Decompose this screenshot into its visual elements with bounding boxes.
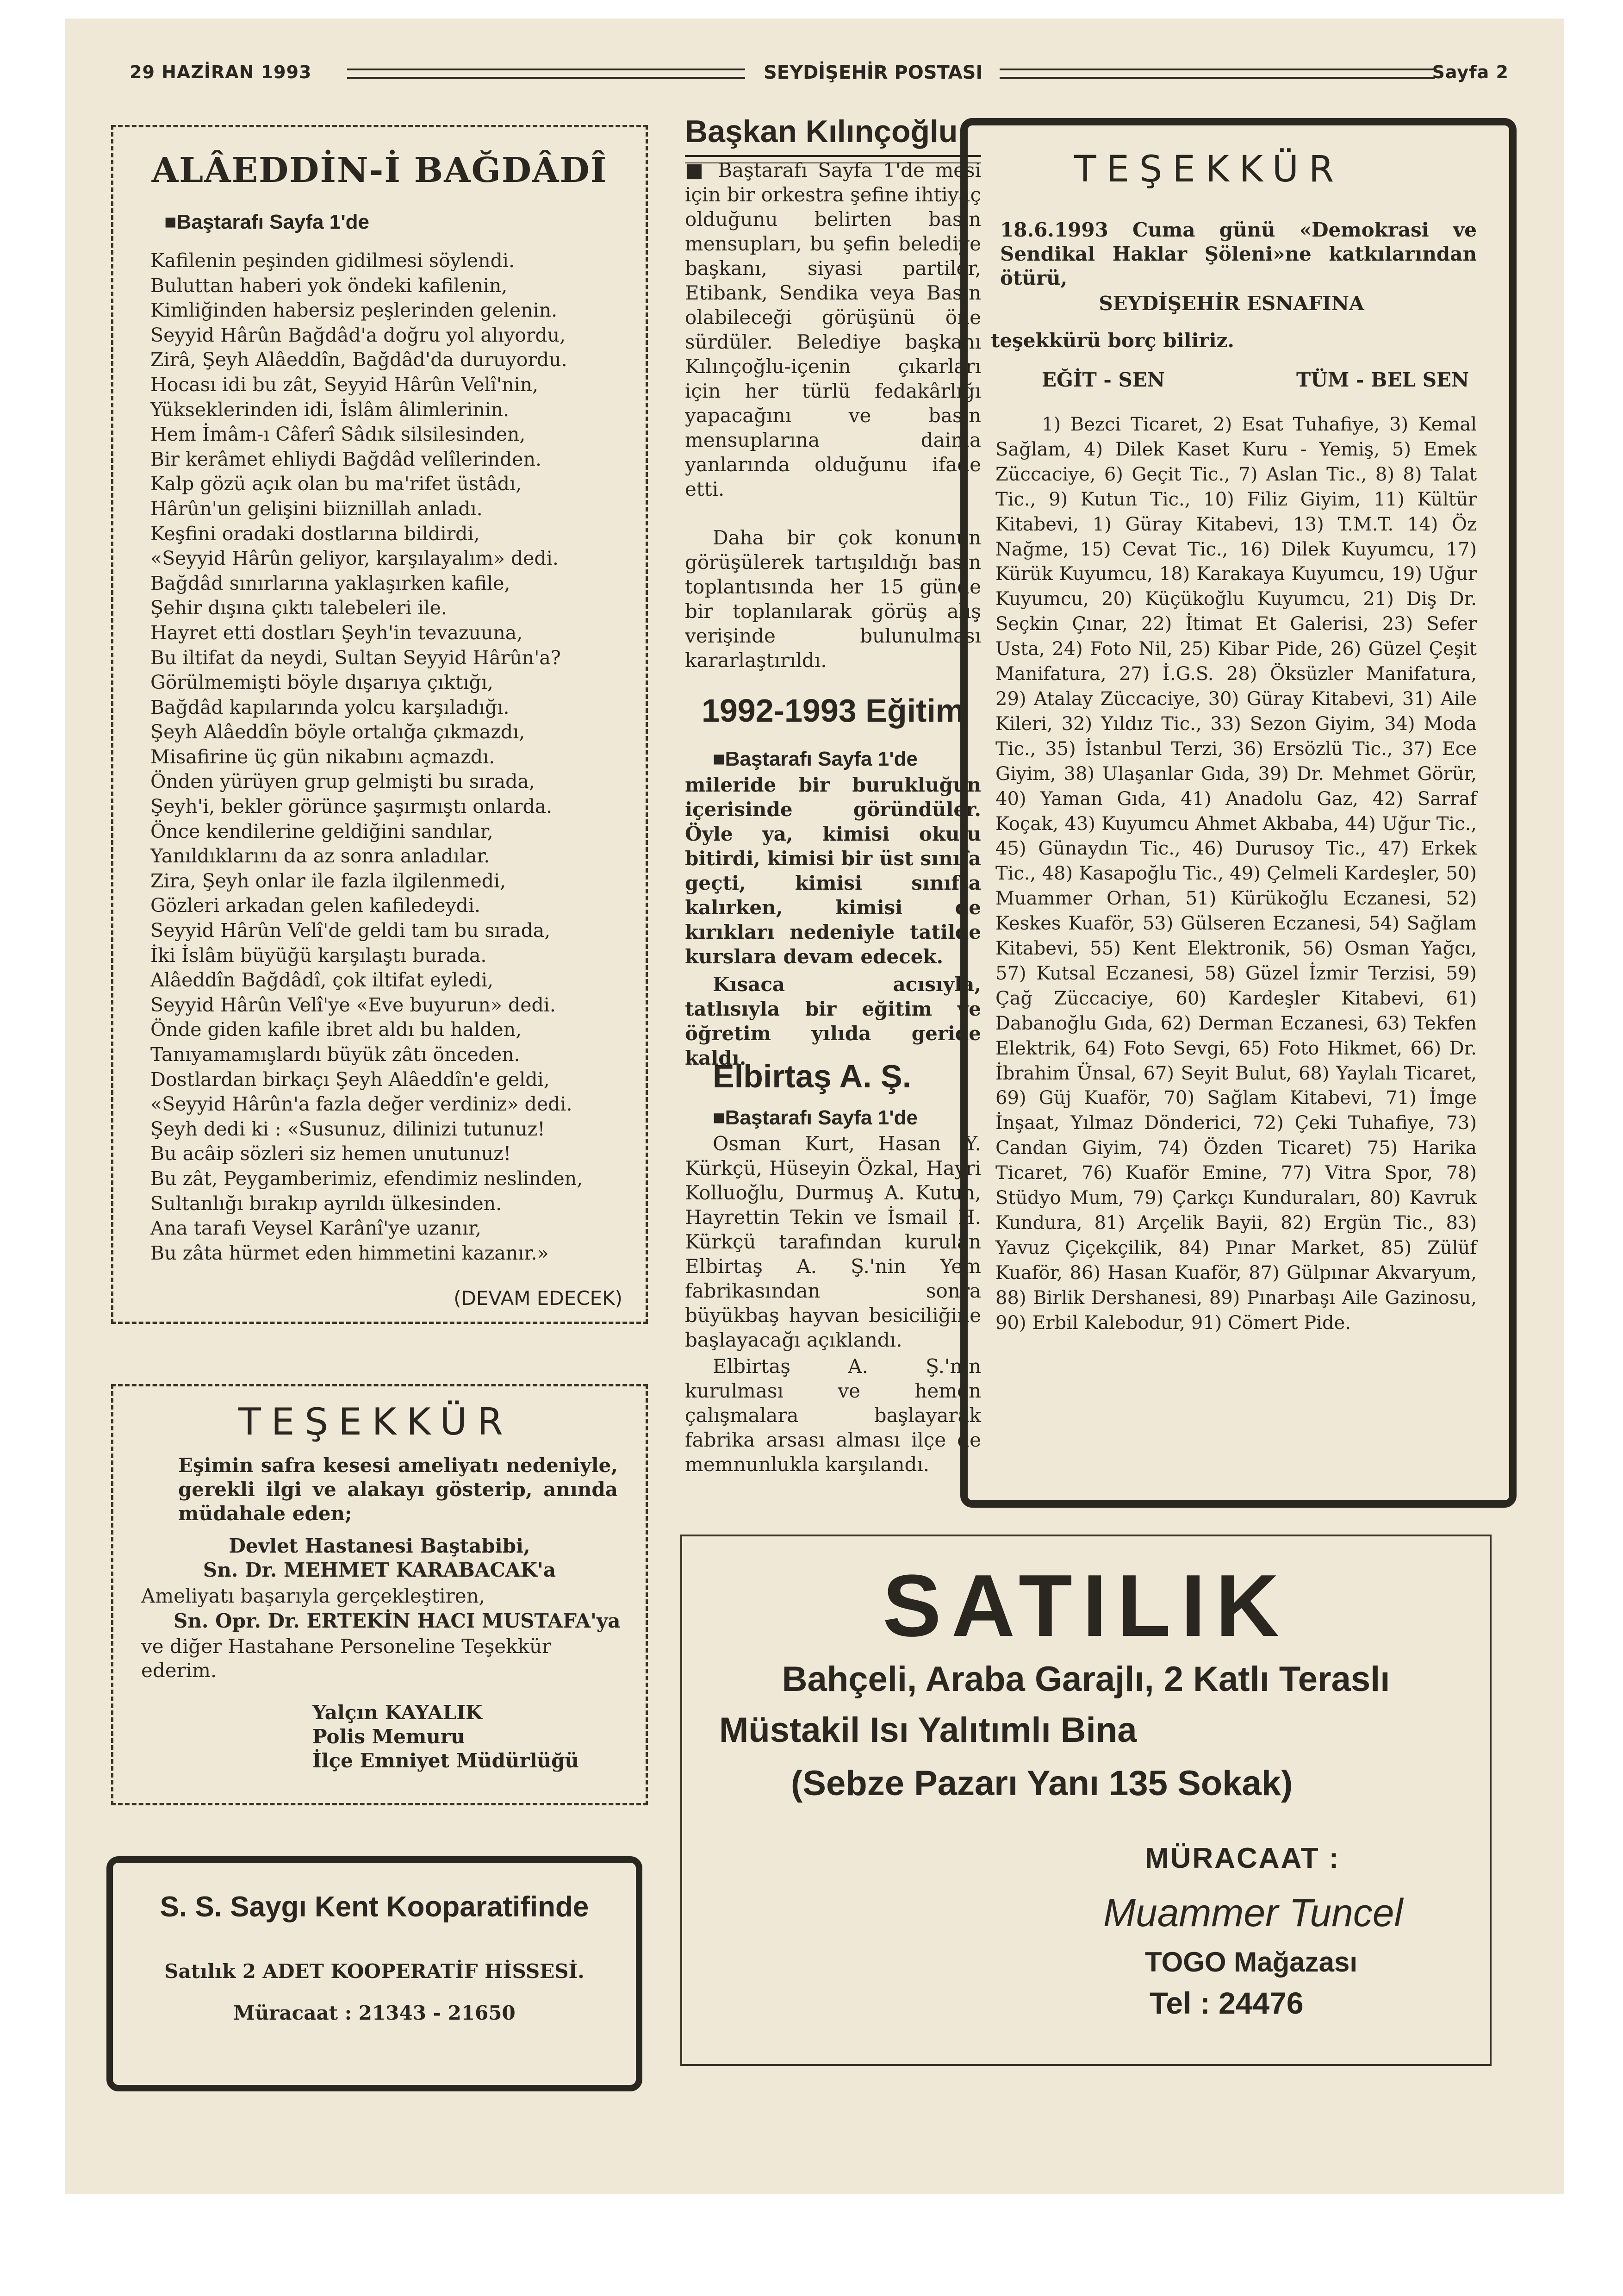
poem-line: Kalp gözü açık olan bu ma'rifet üstâdı, (150, 473, 522, 495)
masthead-rule-left (347, 69, 745, 79)
supporters-list: 1) Bezci Ticaret, 2) Esat Tuhafiye, 3) Kemal Sağlam, 4) Dilek Kaset Kuru - Yemiş, 5) Emek Züccaciye, 6) Geçit Tic., 7) Aslan Tic., 8) 8) Talat Tic., 9) Kutun Tic., 10) Filiz Giyim, 11) Kültür Kitabevi, 1) Güray Kitabevi, 13) T.M.T. 14) Öz Nağme, 15) Cevat Tic., 16) Dilek Kuyumcu, 17) Kürük Kuyumcu, 18) Karakaya Kuyumcu, 19) Uğur Kuyumcu, 20) Küçükoğlu Kuyumcu, 21) Diş Dr. Seçkin Çınar, 22) İtimat Et Galerisi, 23) Sefer Usta, 24) Foto Nil, 25) Kibar Pide, 26) Güzel Çeşit Manifatura, 27) İ.G.S. 28) Öksüzler Manifatura, 29) Atalay Züccaciye, 30) Güray Kitabevi, 31) Aile Kileri, 32) Yıldız Tic., 33) Sezon Giyim, 34) Moda Tic., 35) İstanbul Terzi, 36) Ersözlü Tic., 37) Ece Giyim, 38) Ulaşanlar Gıda, 39) Dr. Mehmet Görür, 40) Yaman Gıda, 41) Anadolu Gaz, 42) Sarraf Koçak, 43) Kuyumcu Ahmet Akbaba, 44) Uğur Tic., 45) Günaydın Tic., 46) Durusoy Tic., 47) Erkek Tic., 48) Kasapoğlu Tic., 49) Çelmeli Kardeşler, 50) Muammer Orhan, 51) Kürükoğlu Eczanesi, 52) Keskes Kuaför, 53) Gülseren Eczanesi, 54) Sağlam Kitabevi, 55) Kent Elektronik, 56) Osman Yağcı, 57) Kutsal Eczanesi, 58) Güzel İzmir Terzisi, 59) Çağ Züccaciye, 60) Kardeşler Kitabevi, 61) Dabanoğlu Gıda, 62) Derman Eczanesi, 63) Tekfen Elektrik, 64) Foto Sevgi, 65) Foto Hikmet, 66) Dr. İbrahim Ünsal, 67) Seyit Bulut, 68) Yaylalı Ticaret, 69) Güj Kuaför, 70) Sağlam Kitabevi, 71) İmge İnşaat, Yılmaz Dönderici, 72) Çeki Tuhafiye, 73) Candan Giyim, 74) Özden Ticaret) 75) Harika Ticaret, 76) Kuaför Emine, 77) Vitra Spor, 78) Stüdyo Mum, 79) Çarkçı Kunduraları, 80) Kavruk Kundura, 81) Arçelik Bayii, 82) Ergün Tic., 83) Yavuz Çiçekçilik, 84) Pınar Market, 85) Zülüf Kuaför, 86) Hasan Kuaför, 87) Gülpınar Akvaryum, 88) Birlik Dershanesi, 89) Pınarbaşı Aile Gazinosu, 90) Erbil Kalebodur, 91) Cömert Pide. (995, 414, 1477, 1334)
poem-line: Görülmemişti böyle dışarıya çıktığı, (150, 671, 493, 694)
thanks-left-sig2: Polis Memuru (312, 1725, 465, 1748)
muracaat-label: MÜRACAAT : (1145, 1842, 1340, 1874)
coop-line2: Müracaat : 21343 - 21650 (233, 2002, 516, 2024)
poem-line: Hayret etti dostları Şeyh'in tevazuuna, (150, 621, 523, 644)
baskan-title: Başkan Kılınçoğlu (685, 114, 958, 149)
coop-line1: Satılık 2 ADET KOOPERATİF HİSSESİ. (164, 1960, 585, 1983)
poem-line: Buluttan haberi yok öndeki kafilenin, (150, 274, 508, 297)
poem-line: Zira, Şeyh onlar ile fazla ilgilenmedi, (150, 869, 506, 892)
poem-line: Şeyh'i, bekler görünce şaşırmıştı onlarda. (150, 795, 553, 818)
thanks-right (960, 118, 1517, 1508)
thanks-left-line1: Devlet Hastanesi Baştabibi, (229, 1535, 530, 1557)
poem-line: Şeyh Alâeddîn böyle ortalığa çıkmazdı, (150, 721, 525, 743)
poem-line: «Seyyid Hârûn'a fazla değer verdiniz» dedi. (150, 1093, 572, 1116)
poem-line: Önden yürüyen grup gelmişti bu sırada, (150, 770, 535, 793)
alaeddin-continued: ■Baştarafı Sayfa 1'de (164, 211, 370, 233)
union-tum-bel-sen: TÜM - BEL SEN (1296, 368, 1469, 391)
poem-line: Bir kerâmet ehliydi Bağdâd velîlerinden. (150, 448, 542, 470)
alaeddin-poem (150, 249, 583, 1266)
poem-line: Hem İmâm-ı Câferî Sâdık silsilesinden, (150, 423, 526, 446)
poem-line: Bu zâta hürmet eden himmetini kazanır.» (150, 1242, 549, 1264)
elbirtas-title: Elbirtaş A. Ş. (713, 1058, 912, 1094)
poem-line: Bu acâip sözleri siz hemen unutunuz! (150, 1142, 511, 1165)
thanks-right-esnaf: SEYDİŞEHİR ESNAFINA (1099, 292, 1364, 315)
thanks-left-intro: Eşimin safra kesesi ameliyatı nedeniyle, gerekli ilgi ve alakayı gösterip, anında müdahale eden; (178, 1454, 618, 1525)
page-number: Sayfa 2 (1432, 62, 1509, 82)
poem-line: Sultanlığı bırakıp ayrıldı ülkesinden. (150, 1192, 502, 1215)
thanks-left-title: TEŞEKKÜR (238, 1400, 513, 1443)
elbirtas-body: Osman Kurt, Hasan Y. Kürkçü, Hüseyin Özkal, Hayri Kolluoğlu, Durmuş A. Kutun, Hayrettin Tekin ve İsmail H. Kürkçü tarafından kurulan Elbirtaş A. Ş.'nin Yem fabrikasından sonra büyükbaş hayvan besiciliğine başlayacağı açıklandı. (685, 1132, 981, 1351)
poem-line: Şehir dışına çıktı talebeleri ile. (150, 597, 447, 619)
poem-line: Gözleri arkadan gelen kafiledeydi. (150, 894, 481, 917)
thanks-left (111, 1384, 648, 1805)
satilik-ad (680, 1535, 1492, 2066)
baskan-body: ■ Baştarafı Sayfa 1'de mesi için bir orkestra şefine ihtiyaç olduğunu belirten basın mensupları, bu şefin belediye başkanı, siyasi partiler, Etibank, Sendika veya Basın olabileceği görüşünü öne sürdüler. Belediye başkanı Kılınçoğlu-içenin çıkarları için her türlü fedakârlığı yapacağını ve basın mensuplarına daima yanlarında olduğunu ifade etti. (685, 159, 981, 500)
poem-line: Seyyid Hârûn Velî'ye «Eve buyurun» dedi. (150, 993, 556, 1016)
poem-line: Yanıldıklarını da az sonra anladılar. (150, 845, 490, 867)
alaeddin-article (111, 125, 648, 1324)
poem-line: Kafilenin peşinden gidilmesi söylendi. (150, 250, 515, 272)
alaeddin-footer: (DEVAM EDECEK) (454, 1287, 622, 1310)
poem-line: Hocası idi bu zât, Seyyid Hârûn Velî'nin, (150, 373, 539, 396)
thanks-left-sig1: Yalçın KAYALIK (312, 1701, 483, 1724)
poem-line: Seyyid Hârûn Velî'de geldi tam bu sırada, (150, 919, 551, 942)
poem-line: Kimliğinden habersiz peşlerinden gelenin. (150, 299, 558, 322)
thanks-left-line3: Ameliyatı başarıyla gerçekleştiren, (141, 1585, 485, 1607)
thanks-left-sig3: İlçe Emniyet Müdürlüğü (312, 1749, 579, 1772)
elbirtas-body2: Elbirtaş A. Ş.'nin kurulması ve hemen çalışmalara başlayarak fabrika arsası alması ilçe de memnunlukla karşılandı. (685, 1355, 981, 1476)
contact-phone: Tel : 24476 (1150, 1986, 1304, 2020)
thanks-right-title: TEŞEKKÜR (1074, 149, 1344, 190)
alaeddin-title: ALÂEDDİN-İ BAĞDÂDÎ (151, 150, 608, 190)
contact-name: Muammer Tuncel (1103, 1891, 1403, 1934)
poem-line: Şeyh dedi ki : «Susunuz, dilinizi tutunuz! (150, 1117, 545, 1140)
satilik-line3: (Sebze Pazarı Yanı 135 Sokak) (791, 1764, 1293, 1803)
thanks-right-borc: teşekkürü borç biliriz. (991, 329, 1235, 352)
poem-line: Tanıyamamışlardı büyük zâtı önceden. (150, 1043, 520, 1066)
poem-line: Alâeddîn Bağdâdî, çok iltifat eyledi, (150, 969, 494, 992)
poem-line: Keşfini oradaki dostlarına bildirdi, (150, 522, 480, 545)
poem-line: Bağdâd kapılarında yolcu karşıladığı. (150, 696, 510, 718)
poem-line: Yükseklerinden idi, İslâm âlimlerinin. (150, 398, 510, 421)
thanks-left-line4: Sn. Opr. Dr. ERTEKİN HACI MUSTAFA'ya (174, 1610, 621, 1632)
masthead (130, 60, 1509, 93)
poem-line: Bu iltifat da neydi, Sultan Seyyid Hârûn'a? (150, 646, 561, 669)
satilik-line2: Müstakil Isı Yalıtımlı Bina (719, 1710, 1137, 1750)
poem-line: Zirâ, Şeyh Alâeddîn, Bağdâd'da duruyordu. (150, 349, 567, 371)
poem-line: Önce kendilerine geldiğini sandılar, (150, 820, 493, 842)
thanks-left-line2: Sn. Dr. MEHMET KARABACAK'a (203, 1559, 556, 1581)
contact-shop: TOGO Mağazası (1145, 1947, 1358, 1978)
thanks-left-line5: ve diğer Hastahane Personeline Teşekkür ederim. (141, 1635, 552, 1682)
union-egit-sen: EĞİT - SEN (1042, 368, 1165, 391)
satilik-title: SATILIK (883, 1557, 1289, 1655)
paper-name: SEYDİŞEHİR POSTASI (764, 62, 983, 83)
poem-line: Seyyid Hârûn Bağdâd'a doğru yol alıyordu, (150, 324, 566, 346)
poem-line: «Seyyid Hârûn geliyor, karşılayalım» dedi. (150, 547, 559, 570)
poem-line: Dostlardan birkaçı Şeyh Alâeddîn'e geldi, (150, 1068, 550, 1091)
elbirtas-continued: ■Baştarafı Sayfa 1'de (713, 1106, 918, 1129)
poem-line: Hârûn'un gelişini biiznillah anladı. (150, 497, 483, 520)
poem-line: İki İslâm büyüğü karşılaştı burada. (150, 944, 487, 967)
poem-line: Bu zât, Peygamberimiz, efendimiz neslinden, (150, 1167, 583, 1190)
poem-line: Bağdâd sınırlarına yaklaşırken kafile, (150, 572, 510, 594)
issue-date: 29 HAZİRAN 1993 (130, 62, 312, 82)
thanks-right-intro: 18.6.1993 Cuma günü «Demokrasi ve Sendikal Haklar Şöleni»ne katkılarından ötürü, (1000, 218, 1477, 289)
poem-line: Önde giden kafile ibret aldı bu halden, (150, 1018, 522, 1041)
coop-ad (106, 1856, 642, 2091)
middle-column (685, 113, 981, 1507)
egitim-title: 1992-1993 Eğitim (701, 693, 965, 729)
masthead-rule-right (1000, 69, 1435, 79)
baskan-body2: Daha bir çok konunun görüşülerek tartışıldığı basın toplantısında her 15 günde bir toplanılarak görüş alış verişinde bulunulması kararlaştırıldı. (685, 526, 981, 672)
egitim-body: mileride bir burukluğun içerisinde göründüler. Öyle ya, kimisi okulu bitirdi, kimisi bir üst sınıfa geçti, kimisi sınıfta kalırken, kimisi de kırıkları nedeniyle tatilde kurslara devam edecek. (685, 774, 981, 968)
satilik-line1: Bahçeli, Araba Garajlı, 2 Katlı Teraslı (782, 1660, 1390, 1699)
coop-title: S. S. Saygı Kent Kooparatifinde (160, 1891, 589, 1923)
poem-line: Ana tarafı Veysel Karânî'ye uzanır, (150, 1217, 481, 1240)
egitim-continued: ■Baştarafı Sayfa 1'de (713, 748, 918, 770)
egitim-body2: Kısaca acısıyla, tatlısıyla bir eğitim ve öğretim yılıda geride kaldı. (685, 973, 981, 1069)
poem-line: Misafirine üç gün nikabını açmazdı. (150, 745, 495, 768)
